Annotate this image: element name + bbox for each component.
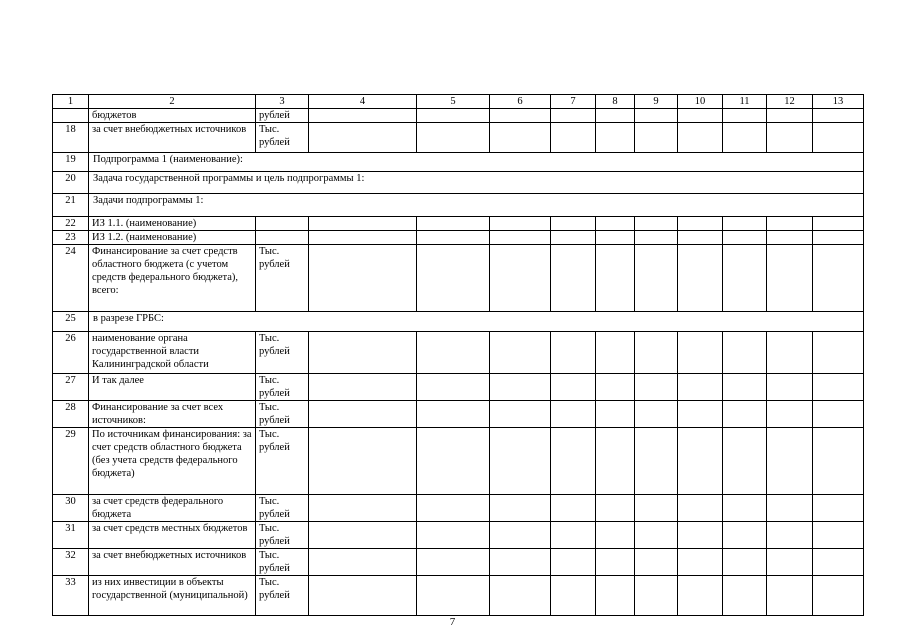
indicator-name: за счет внебюджетных источников	[89, 123, 256, 153]
unit-cell: Тыс. рублей	[256, 123, 309, 153]
value-cell	[490, 217, 551, 231]
table-row	[53, 231, 864, 245]
row-number: 24	[53, 245, 89, 312]
value-cell	[635, 401, 678, 428]
value-cell	[309, 549, 417, 576]
value-cell	[813, 231, 864, 245]
value-cell	[417, 401, 490, 428]
row-number: 26	[53, 332, 89, 374]
value-cell	[813, 109, 864, 123]
unit-cell: Тыс. рублей	[256, 549, 309, 576]
value-cell	[813, 495, 864, 522]
value-cell	[635, 374, 678, 401]
value-cell	[417, 428, 490, 495]
value-cell	[767, 495, 813, 522]
value-cell	[767, 245, 813, 312]
indicator-name: И так далее	[89, 374, 256, 401]
unit-cell: Тыс. рублей	[256, 428, 309, 495]
value-cell	[596, 428, 635, 495]
row-number: 28	[53, 401, 89, 428]
column-header: 9	[635, 95, 678, 109]
value-cell	[678, 549, 723, 576]
value-cell	[596, 217, 635, 231]
value-cell	[417, 217, 490, 231]
value-cell	[813, 245, 864, 312]
value-cell	[417, 123, 490, 153]
value-cell	[635, 231, 678, 245]
value-cell	[551, 428, 596, 495]
column-header: 1	[53, 95, 89, 109]
value-cell	[309, 576, 417, 616]
row-number: 25	[53, 312, 89, 332]
indicator-name: Финансирование за счет всех источников:	[89, 401, 256, 428]
indicator-name: ИЗ 1.2. (наименование)	[89, 231, 256, 245]
column-header: 3	[256, 95, 309, 109]
table-row	[53, 109, 864, 123]
value-cell	[596, 231, 635, 245]
row-number	[53, 109, 89, 123]
unit-cell: Тыс. рублей	[256, 332, 309, 374]
value-cell	[417, 522, 490, 549]
value-cell	[490, 576, 551, 616]
indicator-name: за счет средств местных бюджетов	[89, 522, 256, 549]
value-cell	[309, 109, 417, 123]
value-cell	[309, 374, 417, 401]
unit-cell	[256, 217, 309, 231]
value-cell	[813, 522, 864, 549]
value-cell	[596, 576, 635, 616]
value-cell	[490, 495, 551, 522]
value-cell	[813, 428, 864, 495]
value-cell	[551, 217, 596, 231]
value-cell	[309, 245, 417, 312]
value-cell	[767, 522, 813, 549]
value-cell	[490, 231, 551, 245]
value-cell	[490, 428, 551, 495]
indicator-name: Финансирование за счет средств областного бюджета (с учетом средств федерального бюджета), всего:	[89, 245, 256, 312]
table-row	[53, 401, 864, 428]
table-row	[53, 172, 864, 194]
value-cell	[723, 401, 767, 428]
value-cell	[309, 231, 417, 245]
table-row	[53, 245, 864, 312]
value-cell	[678, 495, 723, 522]
value-cell	[723, 231, 767, 245]
value-cell	[723, 495, 767, 522]
value-cell	[678, 374, 723, 401]
value-cell	[678, 245, 723, 312]
value-cell	[551, 522, 596, 549]
value-cell	[723, 217, 767, 231]
value-cell	[551, 401, 596, 428]
value-cell	[490, 332, 551, 374]
row-number: 18	[53, 123, 89, 153]
unit-cell: Тыс. рублей	[256, 374, 309, 401]
value-cell	[813, 401, 864, 428]
value-cell	[309, 428, 417, 495]
value-cell	[309, 495, 417, 522]
value-cell	[596, 522, 635, 549]
value-cell	[635, 109, 678, 123]
unit-cell: Тыс. рублей	[256, 245, 309, 312]
row-number: 31	[53, 522, 89, 549]
value-cell	[723, 576, 767, 616]
value-cell	[551, 231, 596, 245]
value-cell	[490, 401, 551, 428]
value-cell	[551, 576, 596, 616]
column-header: 12	[767, 95, 813, 109]
row-number: 29	[53, 428, 89, 495]
value-cell	[417, 332, 490, 374]
indicator-name: По источникам финансирования: за счет средств областного бюджета (без учета средств федерального бюджета)	[89, 428, 256, 495]
value-cell	[635, 576, 678, 616]
value-cell	[635, 245, 678, 312]
value-cell	[417, 549, 490, 576]
page-number: 7	[449, 616, 456, 628]
table-row	[53, 374, 864, 401]
value-cell	[417, 495, 490, 522]
row-number: 30	[53, 495, 89, 522]
value-cell	[596, 109, 635, 123]
value-cell	[813, 576, 864, 616]
column-header: 8	[596, 95, 635, 109]
value-cell	[767, 332, 813, 374]
value-cell	[767, 576, 813, 616]
value-cell	[678, 332, 723, 374]
value-cell	[723, 245, 767, 312]
indicator-name: из них инвестиции в объекты государственной (муниципальной)	[89, 576, 256, 616]
section-heading: в разрезе ГРБС:	[89, 312, 864, 332]
column-number-row	[53, 95, 864, 109]
row-number: 20	[53, 172, 89, 194]
table-row	[53, 332, 864, 374]
unit-cell: рублей	[256, 109, 309, 123]
value-cell	[551, 495, 596, 522]
unit-cell: Тыс. рублей	[256, 522, 309, 549]
value-cell	[596, 245, 635, 312]
value-cell	[767, 217, 813, 231]
table-row	[53, 522, 864, 549]
value-cell	[678, 428, 723, 495]
value-cell	[635, 428, 678, 495]
unit-cell	[256, 231, 309, 245]
row-number: 23	[53, 231, 89, 245]
column-header: 5	[417, 95, 490, 109]
value-cell	[813, 549, 864, 576]
value-cell	[490, 245, 551, 312]
column-header: 4	[309, 95, 417, 109]
value-cell	[551, 549, 596, 576]
value-cell	[596, 495, 635, 522]
table-row	[53, 194, 864, 217]
column-header: 11	[723, 95, 767, 109]
value-cell	[678, 123, 723, 153]
value-cell	[309, 522, 417, 549]
value-cell	[678, 217, 723, 231]
value-cell	[596, 549, 635, 576]
column-header: 7	[551, 95, 596, 109]
value-cell	[813, 374, 864, 401]
value-cell	[417, 576, 490, 616]
column-header: 13	[813, 95, 864, 109]
value-cell	[813, 332, 864, 374]
value-cell	[723, 332, 767, 374]
value-cell	[635, 217, 678, 231]
value-cell	[723, 522, 767, 549]
value-cell	[417, 374, 490, 401]
row-number: 22	[53, 217, 89, 231]
value-cell	[767, 123, 813, 153]
row-number: 27	[53, 374, 89, 401]
value-cell	[767, 109, 813, 123]
row-number: 33	[53, 576, 89, 616]
column-header: 10	[678, 95, 723, 109]
value-cell	[813, 123, 864, 153]
indicator-name: за счет внебюджетных источников	[89, 549, 256, 576]
indicator-name: за счет средств федерального бюджета	[89, 495, 256, 522]
value-cell	[678, 576, 723, 616]
value-cell	[596, 123, 635, 153]
value-cell	[767, 549, 813, 576]
value-cell	[678, 522, 723, 549]
value-cell	[309, 401, 417, 428]
value-cell	[309, 217, 417, 231]
value-cell	[417, 231, 490, 245]
value-cell	[767, 231, 813, 245]
value-cell	[678, 401, 723, 428]
row-number: 19	[53, 153, 89, 172]
indicator-name: бюджетов	[89, 109, 256, 123]
value-cell	[490, 549, 551, 576]
value-cell	[678, 109, 723, 123]
value-cell	[635, 332, 678, 374]
value-cell	[596, 332, 635, 374]
value-cell	[723, 109, 767, 123]
value-cell	[309, 123, 417, 153]
value-cell	[723, 428, 767, 495]
table-row	[53, 576, 864, 616]
value-cell	[678, 231, 723, 245]
unit-cell: Тыс. рублей	[256, 401, 309, 428]
unit-cell: Тыс. рублей	[256, 495, 309, 522]
value-cell	[309, 332, 417, 374]
value-cell	[813, 217, 864, 231]
table-row	[53, 549, 864, 576]
table-row	[53, 153, 864, 172]
value-cell	[723, 123, 767, 153]
indicator-name: наименование органа государственной власти Калининградской области	[89, 332, 256, 374]
value-cell	[596, 374, 635, 401]
value-cell	[551, 109, 596, 123]
table-row	[53, 123, 864, 153]
value-cell	[551, 123, 596, 153]
row-number: 32	[53, 549, 89, 576]
value-cell	[596, 401, 635, 428]
value-cell	[551, 374, 596, 401]
value-cell	[417, 109, 490, 123]
column-header: 6	[490, 95, 551, 109]
value-cell	[723, 374, 767, 401]
table-row	[53, 312, 864, 332]
row-number: 21	[53, 194, 89, 217]
value-cell	[490, 123, 551, 153]
section-heading: Подпрограмма 1 (наименование):	[89, 153, 864, 172]
value-cell	[767, 401, 813, 428]
value-cell	[635, 549, 678, 576]
value-cell	[490, 522, 551, 549]
value-cell	[723, 549, 767, 576]
value-cell	[635, 522, 678, 549]
value-cell	[490, 374, 551, 401]
value-cell	[635, 123, 678, 153]
table-row	[53, 495, 864, 522]
value-cell	[767, 374, 813, 401]
value-cell	[551, 245, 596, 312]
section-heading: Задача государственной программы и цель подпрограммы 1:	[89, 172, 864, 194]
table-row	[53, 217, 864, 231]
value-cell	[635, 495, 678, 522]
value-cell	[551, 332, 596, 374]
column-header: 2	[89, 95, 256, 109]
value-cell	[767, 428, 813, 495]
unit-cell: Тыс. рублей	[256, 576, 309, 616]
section-heading: Задачи подпрограммы 1:	[89, 194, 864, 217]
value-cell	[417, 245, 490, 312]
indicator-name: ИЗ 1.1. (наименование)	[89, 217, 256, 231]
financing-table	[52, 94, 864, 616]
table-row	[53, 428, 864, 495]
value-cell	[490, 109, 551, 123]
